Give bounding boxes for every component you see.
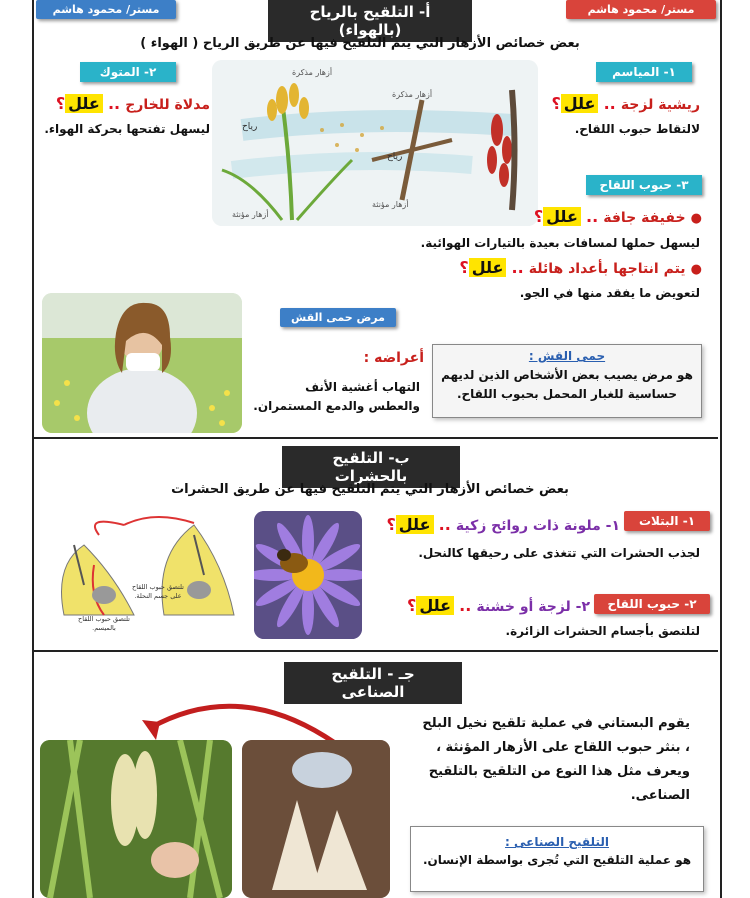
hay-fever-tag: مرض حمى القش bbox=[280, 308, 396, 327]
diagram-label-female-2: أزهار مؤنثة bbox=[372, 200, 409, 209]
insects-intro: بعض خصائص الأزهار التي يتم التلقيح فيها عن طريق الحشرات bbox=[171, 482, 569, 497]
wind-pollination-diagram bbox=[212, 60, 538, 226]
insect-diagram-label-2: تلتصق حبوب اللقاح بالميسم. bbox=[78, 615, 130, 632]
petals-why: علل bbox=[396, 515, 434, 534]
stigma-reason: لالتقاط حبوب اللقاح. bbox=[574, 122, 700, 136]
pollen-tag: ٣- حبوب اللقاح bbox=[586, 175, 702, 195]
anther-dots: .. bbox=[107, 94, 121, 113]
pollen-reason-1: ليسهل حملها لمسافات بعيدة بالتيارات الهوائية. bbox=[420, 236, 700, 250]
stigma-dots: .. bbox=[603, 94, 616, 113]
author-badge-right: مستر/ محمود هاشم bbox=[566, 0, 716, 19]
author-badge-left: مستر/ محمود هاشم bbox=[36, 0, 176, 19]
hay-fever-definition-box bbox=[432, 344, 702, 418]
petals-tag: ١- البتلات bbox=[624, 511, 710, 531]
artificial-definition-box bbox=[410, 826, 704, 892]
stigma-property: ريشية لزجة bbox=[620, 97, 700, 113]
section-b-title: ب- التلقيح بالحشرات bbox=[282, 446, 460, 488]
artificial-definition-text: هو عملية التلقيح التي تُجرى بواسطة الإنسان. bbox=[422, 853, 692, 867]
petals-property: ١- ملونة ذات روائح زكية bbox=[455, 518, 620, 534]
pollen-property-2: يتم انتاجها بأعداد هائلة bbox=[528, 261, 686, 277]
hay-fever-photo bbox=[42, 293, 242, 433]
artificial-text: يقوم البستاني في عملية تلقيح نخيل البلح ، بنثر حبوب اللقاح على الأزهار المؤنثة ، ويعرف مثل هذا النوع من التلقيح بالتلقيح الصناعى. bbox=[422, 716, 690, 803]
transfer-arrow-icon bbox=[120, 688, 350, 748]
petals-reason: لجذب الحشرات التي تتغذى على رحيقها كالنحل. bbox=[418, 546, 700, 560]
insect-pollen-tag: ٢- حبوب اللقاح bbox=[594, 594, 710, 614]
anther-reason: ليسهل تفتحها بحركة الهواء. bbox=[44, 122, 210, 136]
hay-fever-definition-title: حمى القش : bbox=[528, 349, 606, 363]
stigma-why: علل bbox=[561, 94, 599, 113]
section-c-title: جـ - التلقيح الصناعى bbox=[284, 662, 462, 704]
insect-diagram-label-1: تلتصق حبوب اللقاح على جسم النحلة. bbox=[132, 583, 184, 600]
pollen-why-1: علل bbox=[543, 207, 581, 226]
stigma-tag: ١- المياسم bbox=[596, 62, 692, 82]
diagram-label-female-1: أزهار مؤنثة bbox=[232, 210, 269, 219]
insect-pollen-why: علل bbox=[416, 596, 454, 615]
pollen-why-2: علل bbox=[469, 258, 507, 277]
divider-2 bbox=[34, 650, 718, 652]
diagram-label-wind-2: رياح bbox=[387, 152, 403, 162]
artificial-definition-title: التلقيح الصناعى : bbox=[505, 835, 609, 849]
pollen-property-1-line: ● خفيفة جافة .. علل؟ bbox=[533, 207, 702, 226]
palm-female-flowers-photo bbox=[40, 740, 232, 898]
anther-tag: ٢- المتوك bbox=[80, 62, 176, 82]
diagram-label-wind-1: رياح bbox=[242, 122, 258, 132]
bee-on-flower-photo bbox=[254, 511, 362, 639]
anther-property-line: مدلاة للخارج .. علل؟ bbox=[55, 94, 210, 113]
insect-pollen-reason: لتلتصق بأجسام الحشرات الزائرة. bbox=[505, 624, 700, 638]
anther-property: مدلاة للخارج bbox=[125, 97, 210, 113]
insect-pollen-property: ٢- لزجة أو خشنة bbox=[476, 599, 590, 615]
wind-intro: بعض خصائص الأزهار التي يتم التلقيح فيها عن طريق الرياح ( الهواء ) bbox=[140, 36, 580, 51]
symptoms-text: التهاب أغشية الأنف والعطس والدمع المستمران. bbox=[253, 380, 420, 413]
pollen-property-1: خفيفة جافة bbox=[603, 210, 686, 226]
pollen-reason-2: لتعويض ما يفقد منها في الجو. bbox=[519, 286, 700, 300]
section-a-title: أ- التلقيح بالرياح (بالهواء) bbox=[268, 0, 472, 42]
diagram-label-male-2: أزهار مذكرة bbox=[392, 90, 433, 99]
pollen-property-2-line: ● يتم انتاجها بأعداد هائلة .. علل؟ bbox=[459, 258, 702, 277]
palm-male-flowers-photo bbox=[242, 740, 390, 898]
anther-why: علل bbox=[65, 94, 103, 113]
insect-pollination-diagram bbox=[44, 505, 250, 645]
stigma-property-line: ريشية لزجة .. علل؟ bbox=[551, 94, 700, 113]
diagram-label-male-1: أزهار مذكرة bbox=[292, 68, 333, 77]
divider-1 bbox=[34, 437, 718, 439]
symptoms-title: أعراضه : bbox=[363, 350, 424, 366]
petals-property-line: ١- ملونة ذات روائح زكية .. علل؟ bbox=[386, 515, 620, 534]
insect-pollen-property-line: ٢- لزجة أو خشنة .. علل؟ bbox=[407, 596, 590, 615]
hay-fever-definition-text: هو مرض يصيب بعض الأشخاص الذين لديهم حساسية للغبار المحمل بحبوب اللقاح. bbox=[441, 368, 693, 401]
